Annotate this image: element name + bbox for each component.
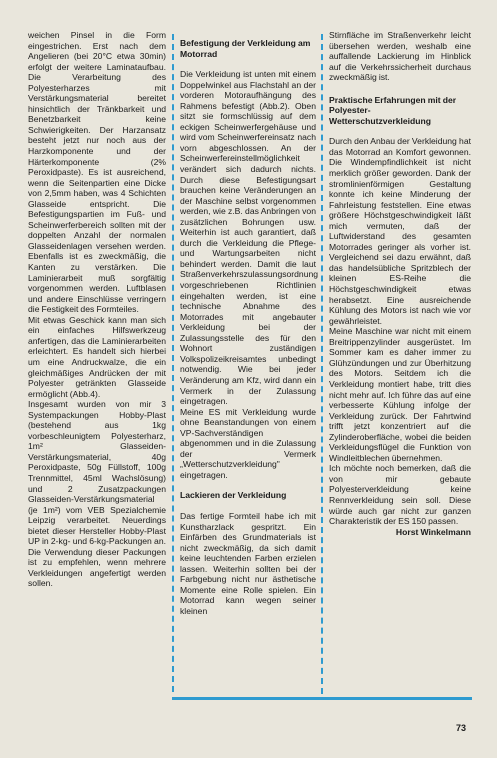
paragraph: Mit etwas Geschick kann man sich ein einfaches Hilfswerkzeug anfertigen, das die Laminierarbeiten erleichtert. Es handelt sich hierbei um eine Andruckwalze, die ein gleichmäßiges Andrücken der mit Polyester getränkten Glasseide ermöglicht (Abb.4). xyxy=(28,314,166,399)
paragraph: Meine Maschine war nicht mit einem Breitrippenzylinder ausgerüstet. Im Sommer kam es daher immer zu Glühzündungen und zur Überhitzung des Motors. Seitdem ich die Verkleidung montiert habe, tritt dies nicht mehr auf. Ich führe das auf eine verbesserte Kühlung infolge der Verkleidung zurück. Der Fahrtwind trifft jetzt konzentriert auf die Zylinderoberfläche, wobei die beiden Verkleidungsflügel die Funktion von Windleitblechen übernehmen. xyxy=(329,326,471,463)
column-right xyxy=(329,30,471,537)
paragraph: Ich möchte noch bemerken, daß die von mir gebaute Polyesterverkleidung keine Rennverkleidung sein soll. Diese würde auch gar nicht zur ganzen Charakteristik der ES 150 passen. xyxy=(329,463,471,527)
paragraph: Stirnfläche im Straßenverkehr leicht übersehen werden, weshalb eine auffallende Lackierung im Hinblick auf die Verkehrssicherheit durchaus zweckmäßig ist. xyxy=(329,30,471,83)
page-number: 73 xyxy=(456,723,467,733)
paragraph: Die Verkleidung ist unten mit einem Doppelwinkel aus Flachstahl an der vorderen Motoraufhängung des Rahmens befestigt (Abb.2). Oben sitzt sie formschlüssig auf dem eckigen Scheinwerfergehäuse und wird vom Scheinwerfereinsatz nach vorn abgeschlossen. An der Scheinwerfereinstellmöglichkeit verändert sich dadurch nichts. Durch diese Befestigungsart brauchen keine Veränderungen an der Maschine selbst vorgenommen werden, wie z.B. das Anbringen von zusätzlichen Bohrungen usw. Weiterhin ist auch garantiert, daß durch die Verkleidung die Pflege- und Wartungsarbeiten nicht behindert werden. Damit die laut Straßenverkehrszulassungsordnung vorgeschriebenen Richtlinien eingehalten werden, ist eine technische Abnahme des Motorrades mit angebauter Verkleidung bei der Zulassungsstelle des für den Wohnort zuständigen Volkspolizeikreisamtes unbedingt notwendig. Wie bei jeder Veränderung am Kfz, wird dann ein Vermerk in der Zulassung eingetragen. xyxy=(180,69,319,407)
section-heading: Lackieren der Verkleidung xyxy=(180,490,287,501)
paragraph: Das fertige Formteil habe ich mit Kunstharzlack gespritzt. Ein Einfärben des Grundmaterials ist nicht zweckmäßig, da sich damit keine leuchtenden Farben erzielen lassen. Weiterhin sollten bei der Farbgebung nicht nur ästhetische Momente eine Rolle spielen. Ein Motorrad kann wegen seiner kleinen xyxy=(180,510,316,616)
section-heading: Befestigung der Verkleidung am Motorrad xyxy=(180,38,311,59)
section-heading: Praktische Erfahrungen mit der Polyester-Wetterschutzverkleidung xyxy=(329,94,457,126)
paragraph: weichen Pinsel in die Form eingestrichen. Erst nach dem Angelieren (bei 20°C etwa 30min) erfolgt der weitere Laminataufbau. Die Verarbeitung des Polyesterharzes mit Verstärkungsmaterial bereitet hinsichtlich der Tränkbarkeit und Benetzbarkeit keine Schwierigkeiten. Der Harzansatz besteht jetzt nur noch aus der Harzkomponente und der Härterkomponente (2% Peroxidpaste). Es ist ausreichend, wenn die Seitenpartien eine Dicke von 2,5mm haben, was 4 Schichten Glasseide entspricht. Die Befestigungspartien im Fuß- und Scheinwerferbereich sollten mit der doppelten Anzahl der normalen Glasseidenlagen versehen werden. Ebenfalls ist es zweckmäßig, die Kanten zu verstärken. Die Laminierarbeit muß sorgfältig vorgenommen werden. Luftblasen und andere Einschlüsse verringern die Festigkeit des Formteiles. xyxy=(28,30,166,315)
paragraph: Durch den Anbau der Verkleidung hat das Motorrad an Komfort gewonnen. Die Windempfindlichkeit ist nicht merklich größer geworden. Dank der stromlinienförmigen Gestaltung konnte ich keine Minderung der Fahrleistung feststellen. Eine etwas größere Höchstgeschwindigkeit läßt mich vermuten, daß der Luftwiderstand des gesamten Motorrades geringer als vorher ist. Vergleichend sei dazu erwähnt, daß das handelsübliche Spritzblech der kleinen ES-Reihe die Höchstgeschwindigkeit etwas herabsetzt. Eine ausreichende Kühlung des Motors ist nach wie vor gewährleistet. xyxy=(329,136,471,326)
paragraph: Insgesamt wurden von mir 3 Systempackungen Hobby-Plast (bestehend aus 1kg vorbeschleunigtem Polyesterharz, 1m² Glasseiden-Verstärkungsmaterial, 40g Peroxidpaste, 50g Füllstoff, 100g Trennmittel, 45ml Wachslösung) und 2 Zusatzpackungen Glasseiden-Verstärkungsmaterial (je 1m²) vom VEB Spezialchemie Leipzig verarbeitet. Neuerdings bietet dieser Hersteller Hobby-Plast UP in 2-kg- und 6-kg-Packungen an. Die Verwendung dieser Packungen ist zu empfehlen, wenn mehrere Verkleidungen angefertigt werden sollen. xyxy=(28,399,166,589)
bottom-rule xyxy=(172,697,472,700)
column-left xyxy=(28,30,166,589)
column-divider xyxy=(321,34,323,694)
author-name: Horst Winkelmann xyxy=(395,526,471,537)
column-divider xyxy=(172,34,174,692)
column-middle xyxy=(180,30,319,616)
paragraph: Meine ES mit Verkleidung wurde ohne Beanstandungen von einem VP-Sachverständigen abgenommen und in die Zulassung der Vermerk „Wetterschutzverkleidung" eingetragen. xyxy=(180,406,316,480)
